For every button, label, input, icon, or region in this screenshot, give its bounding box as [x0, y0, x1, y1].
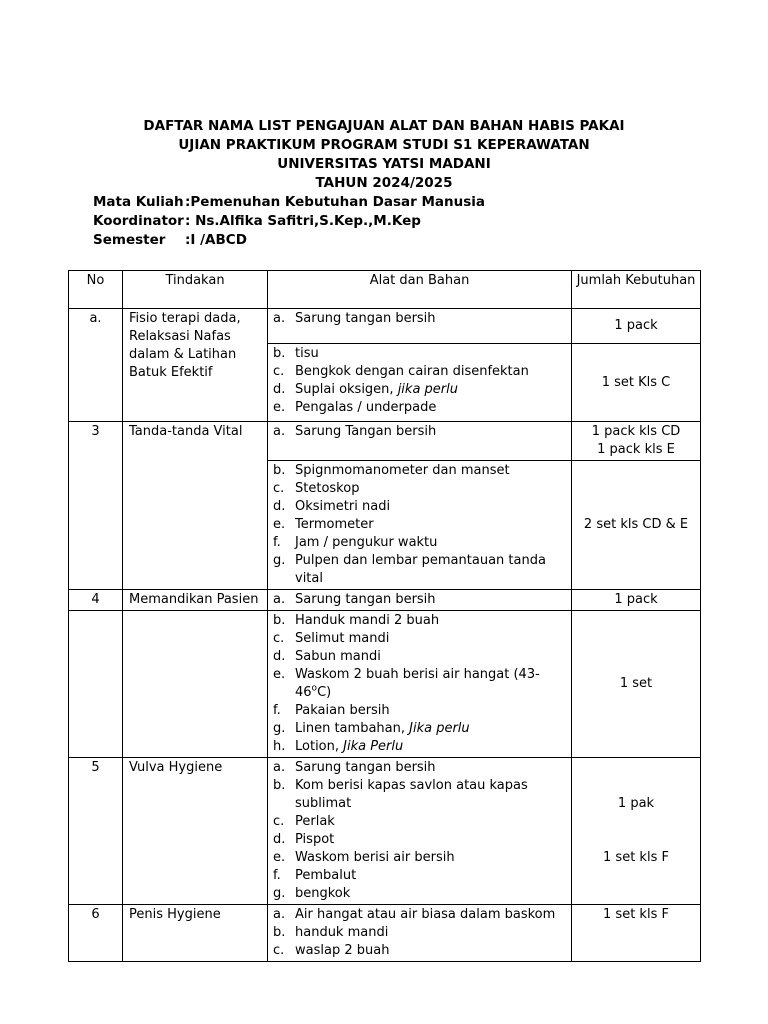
doc-title-line3: UNIVERSITAS YATSI MADANI	[277, 156, 491, 172]
list-item: c. Stetoskop	[273, 481, 360, 496]
row-action: Tanda-tanda Vital	[123, 422, 268, 590]
row-no: 3	[69, 422, 123, 590]
qty-line: 1 pak	[617, 796, 655, 811]
list-item: d. Oksimetri nadi	[273, 499, 391, 514]
list-item: e. Waskom 2 buah berisi air hangat (43-46$^o$C)	[273, 667, 540, 700]
info-semester	[93, 231, 247, 250]
row-qty: 1 pack	[572, 590, 701, 611]
list-item: d. Suplai oksigen, jika perlu	[273, 382, 458, 397]
list-item: a. Sarung tangan bersih	[273, 592, 436, 607]
list-item: f. Pakaian bersih	[273, 703, 390, 718]
info-course	[93, 193, 485, 212]
info-coordinator	[93, 212, 421, 231]
list-item: b. tisu	[273, 346, 319, 361]
list-item: d. Sabun mandi	[273, 649, 381, 664]
list-item: a. Sarung Tangan bersih	[273, 424, 437, 439]
item-list	[268, 612, 567, 756]
row-qty: 1 set	[572, 611, 701, 758]
row-no: a.	[69, 309, 123, 422]
table-row	[69, 422, 701, 461]
row-action: Penis Hygiene	[123, 905, 268, 962]
row-no-empty	[69, 611, 123, 758]
info-coordinator-label: Koordinator	[93, 213, 184, 229]
row-items	[268, 309, 572, 344]
list-item: h. Lotion, Jika Perlu	[273, 739, 404, 754]
row-items	[268, 590, 572, 611]
info-coordinator-value: : Ns.Alfika Safitri,S.Kep.,M.Kep	[185, 213, 421, 229]
row-items	[268, 611, 572, 758]
list-item: b. Kom berisi kapas savlon atau kapas sublimat	[273, 778, 528, 811]
list-item: b. Spignmomanometer dan manset	[273, 463, 510, 478]
row-no: 5	[69, 758, 123, 905]
list-item: f. Jam / pengukur waktu	[273, 535, 438, 550]
list-item: c. Bengkok dengan cairan disenfektan	[273, 364, 529, 379]
table-header-row	[69, 271, 701, 309]
table-row	[69, 590, 701, 611]
doc-title-line4: TAHUN 2024/2025	[315, 175, 453, 191]
header-qty: Jumlah Kebutuhan	[572, 271, 701, 309]
row-qty: 1 set kls F	[572, 905, 701, 962]
row-action: Memandikan Pasien	[123, 590, 268, 611]
info-course-label: Mata Kuliah	[93, 194, 184, 210]
item-list	[268, 591, 567, 609]
row-qty	[572, 422, 701, 461]
list-item: b. Handuk mandi 2 buah	[273, 613, 440, 628]
table-row	[69, 309, 701, 344]
info-semester-value: :I /ABCD	[185, 232, 247, 248]
row-action-empty	[123, 611, 268, 758]
header-items: Alat dan Bahan	[268, 271, 572, 309]
row-qty: 2 set kls CD & E	[572, 461, 701, 590]
row-no: 6	[69, 905, 123, 962]
info-semester-label: Semester	[93, 232, 166, 248]
item-list	[268, 462, 567, 588]
info-course-value: :Pemenuhan Kebutuhan Dasar Manusia	[185, 194, 486, 210]
list-item: f. Pembalut	[273, 868, 357, 883]
list-item: g. bengkok	[273, 886, 351, 901]
list-item: b. handuk mandi	[273, 925, 389, 940]
row-qty	[572, 758, 701, 905]
item-list	[268, 310, 567, 328]
list-item: e. Termometer	[273, 517, 374, 532]
doc-title-line1: DAFTAR NAMA LIST PENGAJUAN ALAT DAN BAHAN HABIS PAKAI	[143, 118, 625, 134]
list-item: a. Sarung tangan bersih	[273, 760, 436, 775]
list-item: d. Pispot	[273, 832, 335, 847]
table-row	[69, 758, 701, 905]
list-item: e. Pengalas / underpade	[273, 400, 437, 415]
qty-line: 1 pack kls CD	[591, 424, 681, 439]
item-list	[268, 759, 567, 903]
row-action: Fisio terapi dada, Relaksasi Nafas dalam & Latihan Batuk Efektif	[123, 309, 268, 422]
list-item: e. Waskom berisi air bersih	[273, 850, 455, 865]
row-items	[268, 461, 572, 590]
row-items	[268, 905, 572, 962]
item-list	[268, 423, 567, 441]
list-item: c. Perlak	[273, 814, 335, 829]
list-item: g. Pulpen dan lembar pemantauan tanda vital	[273, 553, 546, 586]
equipment-table	[68, 270, 701, 962]
row-qty: 1 pack	[572, 309, 701, 344]
qty-line: 1 pack kls E	[597, 442, 675, 457]
row-items	[268, 758, 572, 905]
qty-line: 1 set kls F	[603, 850, 669, 865]
row-qty: 1 set Kls C	[572, 344, 701, 422]
header-no: No	[69, 271, 123, 309]
item-list	[268, 906, 567, 960]
list-item: a. Sarung tangan bersih	[273, 311, 436, 326]
row-items	[268, 344, 572, 422]
table-row	[69, 611, 701, 758]
row-items	[268, 422, 572, 461]
list-item: c. Selimut mandi	[273, 631, 390, 646]
doc-title-line2: UJIAN PRAKTIKUM PROGRAM STUDI S1 KEPERAWATAN	[178, 137, 590, 153]
list-item: g. Linen tambahan, Jika perlu	[273, 721, 470, 736]
list-item: a. Air hangat atau air biasa dalam baskom	[273, 907, 556, 922]
header-action: Tindakan	[123, 271, 268, 309]
table-row	[69, 905, 701, 962]
row-no: 4	[69, 590, 123, 611]
item-list	[268, 345, 567, 417]
list-item: c. waslap 2 buah	[273, 943, 390, 958]
row-action: Vulva Hygiene	[123, 758, 268, 905]
